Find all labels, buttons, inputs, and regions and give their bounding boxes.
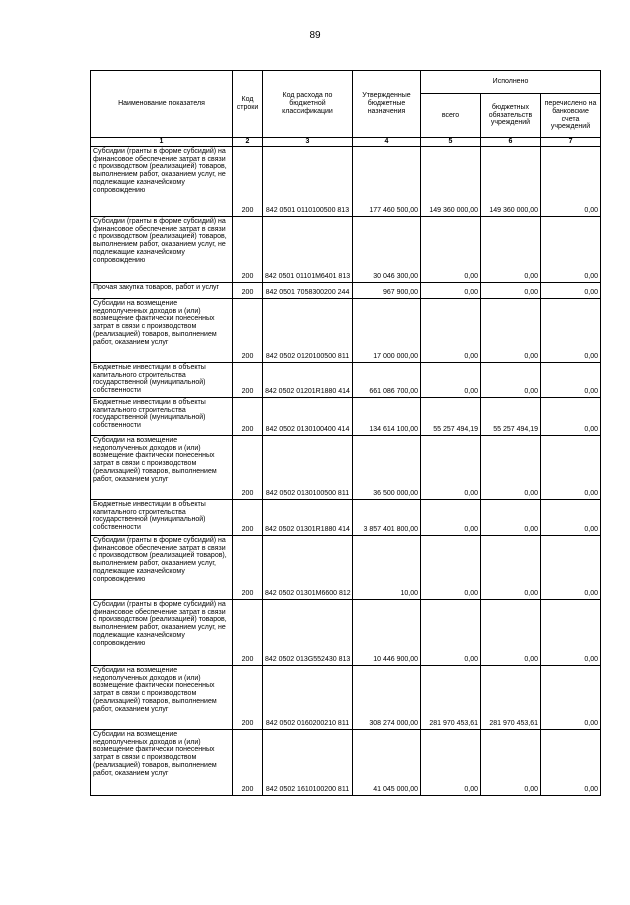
row-classification: 842 0502 0120100500 811 bbox=[263, 298, 353, 362]
table-row bbox=[91, 397, 601, 435]
row-name: Субсидии (гранты в форме субсидий) на финансовое обеспечение затрат в связи с производством (реализацией) товаров, выполнением работ, оказанием услуг, не подлежащие казначейскому сопровождению bbox=[91, 216, 233, 282]
row-bank: 0,00 bbox=[541, 146, 601, 216]
header-code: Код строки bbox=[233, 71, 263, 138]
table-row bbox=[91, 665, 601, 729]
row-approved: 3 857 401 800,00 bbox=[353, 499, 421, 535]
row-code: 200 bbox=[233, 499, 263, 535]
row-classification: 842 0502 1610100200 811 bbox=[263, 729, 353, 795]
row-total: 0,00 bbox=[421, 729, 481, 795]
row-name: Субсидии (гранты в форме субсидий) на финансовое обеспечение затрат в связи с производством (реализацией) товаров, выполнением работ, оказанием услуг, не подлежащие казначейскому сопровождению bbox=[91, 599, 233, 665]
page-number: 89 bbox=[309, 30, 321, 41]
row-name: Субсидии на возмещение недополученных доходов и (или) возмещение фактически понесенных затрат в связи с производством (реализацией) товаров, выполнением работ, оказанием услуг bbox=[91, 298, 233, 362]
row-obligations: 0,00 bbox=[481, 435, 541, 499]
row-bank: 0,00 bbox=[541, 729, 601, 795]
row-approved: 41 045 000,00 bbox=[353, 729, 421, 795]
row-classification: 842 0502 0160200210 811 bbox=[263, 665, 353, 729]
row-bank: 0,00 bbox=[541, 362, 601, 397]
row-approved: 10,00 bbox=[353, 535, 421, 599]
row-classification: 842 0502 01201R1880 414 bbox=[263, 362, 353, 397]
row-code: 200 bbox=[233, 729, 263, 795]
row-classification: 842 0501 0110100500 813 bbox=[263, 146, 353, 216]
row-classification: 842 0502 01301М6600 812 bbox=[263, 535, 353, 599]
row-total: 281 970 453,61 bbox=[421, 665, 481, 729]
row-code: 200 bbox=[233, 599, 263, 665]
row-name: Бюджетные инвестиции в объекты капитального строительства государственной (муниципальной) собственности bbox=[91, 397, 233, 435]
row-approved: 661 086 700,00 bbox=[353, 362, 421, 397]
row-total: 55 257 494,19 bbox=[421, 397, 481, 435]
row-name: Бюджетные инвестиции в объекты капитального строительства государственной (муниципальной) собственности bbox=[91, 499, 233, 535]
row-bank: 0,00 bbox=[541, 282, 601, 298]
row-approved: 134 614 100,00 bbox=[353, 397, 421, 435]
header-executed: Исполнено bbox=[421, 71, 601, 94]
table-row bbox=[91, 298, 601, 362]
row-approved: 30 046 300,00 bbox=[353, 216, 421, 282]
row-code: 200 bbox=[233, 298, 263, 362]
table-row bbox=[91, 282, 601, 298]
row-obligations: 149 360 000,00 bbox=[481, 146, 541, 216]
row-classification: 842 0501 7058300200 244 bbox=[263, 282, 353, 298]
row-total: 0,00 bbox=[421, 435, 481, 499]
row-code: 200 bbox=[233, 665, 263, 729]
row-obligations: 281 970 453,61 bbox=[481, 665, 541, 729]
row-approved: 308 274 000,00 bbox=[353, 665, 421, 729]
row-approved: 36 500 000,00 bbox=[353, 435, 421, 499]
table-row bbox=[91, 216, 601, 282]
row-approved: 967 900,00 bbox=[353, 282, 421, 298]
row-bank: 0,00 bbox=[541, 665, 601, 729]
table-row bbox=[91, 535, 601, 599]
row-name: Субсидии на возмещение недополученных доходов и (или) возмещение фактически понесенных затрат в связи с производством (реализацией) товаров, выполнением работ, оказанием услуг bbox=[91, 435, 233, 499]
row-obligations: 0,00 bbox=[481, 499, 541, 535]
row-approved: 17 000 000,00 bbox=[353, 298, 421, 362]
header-name: Наименование показателя bbox=[91, 71, 233, 138]
column-number: 7 bbox=[541, 138, 601, 147]
row-total: 0,00 bbox=[421, 216, 481, 282]
row-name: Субсидии (гранты в форме субсидий) на финансовое обеспечение затрат в связи с производством (реализацией) товаров, выполнением работ, оказанием услуг, не подлежащие казначейскому сопровождению bbox=[91, 146, 233, 216]
header-bank-accounts: перечислено на банковские счета учреждений bbox=[541, 94, 601, 138]
row-bank: 0,00 bbox=[541, 499, 601, 535]
row-classification: 842 0502 0130100500 811 bbox=[263, 435, 353, 499]
header-approved: Утвержденные бюджетные назначения bbox=[353, 71, 421, 138]
row-bank: 0,00 bbox=[541, 599, 601, 665]
row-name: Бюджетные инвестиции в объекты капитального строительства государственной (муниципальной) собственности bbox=[91, 362, 233, 397]
row-obligations: 0,00 bbox=[481, 362, 541, 397]
table-row bbox=[91, 435, 601, 499]
row-obligations: 55 257 494,19 bbox=[481, 397, 541, 435]
row-obligations: 0,00 bbox=[481, 216, 541, 282]
row-obligations: 0,00 bbox=[481, 729, 541, 795]
table-row bbox=[91, 499, 601, 535]
row-total: 0,00 bbox=[421, 282, 481, 298]
row-total: 0,00 bbox=[421, 535, 481, 599]
row-code: 200 bbox=[233, 146, 263, 216]
row-bank: 0,00 bbox=[541, 397, 601, 435]
column-number: 1 bbox=[91, 138, 233, 147]
column-number: 5 bbox=[421, 138, 481, 147]
row-total: 0,00 bbox=[421, 499, 481, 535]
row-classification: 842 0502 01301R1880 414 bbox=[263, 499, 353, 535]
row-code: 200 bbox=[233, 216, 263, 282]
column-number: 4 bbox=[353, 138, 421, 147]
row-approved: 10 446 900,00 bbox=[353, 599, 421, 665]
header-classification: Код расхода по бюджетной классификации bbox=[263, 71, 353, 138]
row-name: Субсидии (гранты в форме субсидий) на финансовое обеспечение затрат в связи с производством (реализацией товаров), выполнением работ, оказанием услуг, подлежащие казначейскому сопровождению bbox=[91, 535, 233, 599]
column-number: 2 bbox=[233, 138, 263, 147]
row-name: Субсидии на возмещение недополученных доходов и (или) возмещение фактически понесенных затрат в связи с производством (реализацией) товаров, выполнением работ, оказанием услуг bbox=[91, 729, 233, 795]
row-approved: 177 460 500,00 bbox=[353, 146, 421, 216]
row-name: Субсидии на возмещение недополученных доходов и (или) возмещение фактически понесенных затрат в связи с производством (реализацией) товаров, выполнением работ, оказанием услуг bbox=[91, 665, 233, 729]
table-row bbox=[91, 599, 601, 665]
row-bank: 0,00 bbox=[541, 216, 601, 282]
row-code: 200 bbox=[233, 397, 263, 435]
row-bank: 0,00 bbox=[541, 298, 601, 362]
row-classification: 842 0501 01101М6401 813 bbox=[263, 216, 353, 282]
table-row bbox=[91, 146, 601, 216]
header-budget-obligations: бюджетных обязательств учреждений bbox=[481, 94, 541, 138]
column-number-row bbox=[91, 138, 601, 147]
row-code: 200 bbox=[233, 535, 263, 599]
row-obligations: 0,00 bbox=[481, 599, 541, 665]
row-classification: 842 0502 0130100400 414 bbox=[263, 397, 353, 435]
row-total: 0,00 bbox=[421, 362, 481, 397]
row-obligations: 0,00 bbox=[481, 535, 541, 599]
row-bank: 0,00 bbox=[541, 535, 601, 599]
row-classification: 842 0502 013G552430 813 bbox=[263, 599, 353, 665]
row-total: 149 360 000,00 bbox=[421, 146, 481, 216]
table-row bbox=[91, 729, 601, 795]
budget-execution-table bbox=[90, 70, 601, 796]
row-code: 200 bbox=[233, 435, 263, 499]
row-bank: 0,00 bbox=[541, 435, 601, 499]
row-name: Прочая закупка товаров, работ и услуг bbox=[91, 282, 233, 298]
row-code: 200 bbox=[233, 362, 263, 397]
row-code: 200 bbox=[233, 282, 263, 298]
column-number: 3 bbox=[263, 138, 353, 147]
column-number: 6 bbox=[481, 138, 541, 147]
row-total: 0,00 bbox=[421, 599, 481, 665]
table-row bbox=[91, 362, 601, 397]
row-obligations: 0,00 bbox=[481, 298, 541, 362]
row-obligations: 0,00 bbox=[481, 282, 541, 298]
row-total: 0,00 bbox=[421, 298, 481, 362]
header-total: всего bbox=[421, 94, 481, 138]
